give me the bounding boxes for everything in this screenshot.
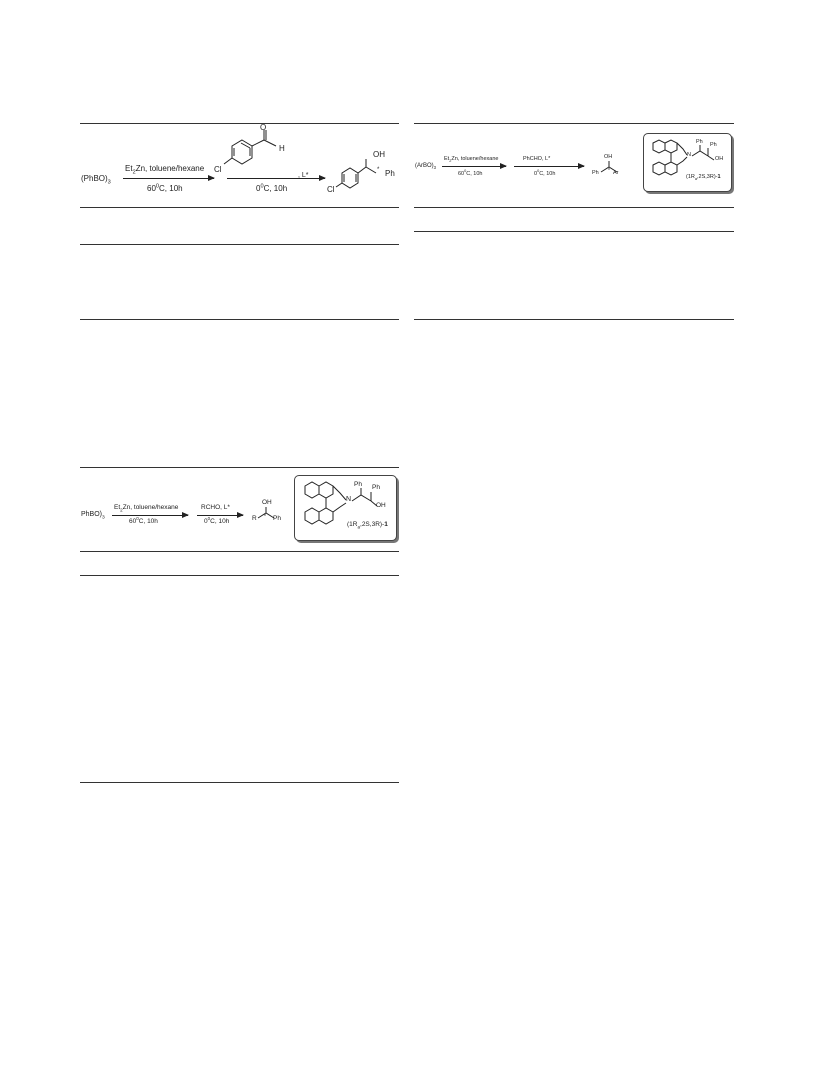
scheme2-product-ph: Ph bbox=[592, 170, 599, 176]
table3-subheader-rule bbox=[80, 575, 399, 576]
table1-header-rule bbox=[80, 207, 399, 208]
scheme1-step1-top-b: Zn, toluene/hexane bbox=[135, 164, 205, 173]
scheme2-ligand-n: N bbox=[687, 152, 691, 158]
table3-top-rule bbox=[80, 467, 399, 468]
scheme2-arrow-1 bbox=[442, 166, 506, 167]
scheme1-step1-bottom-a: 60 bbox=[147, 184, 156, 193]
scheme2-ligand-name-b: ,2S,3R)- bbox=[697, 174, 718, 180]
table3-bottom-rule bbox=[80, 782, 399, 783]
scheme2-ligand-ph2: Ph bbox=[710, 142, 717, 148]
scheme2-ligand-ring-3 bbox=[653, 162, 665, 175]
scheme2-reagent-text: (ArBO) bbox=[415, 163, 434, 169]
scheme3-reagent-text: PhBO) bbox=[81, 511, 103, 518]
scheme2-step1-top-b: Zn, toluene/hexane bbox=[451, 156, 499, 162]
scheme3-ligand-ring-2 bbox=[319, 482, 333, 498]
scheme3-product-oh: OH bbox=[262, 499, 272, 506]
scheme1-step1-top-a: Et bbox=[125, 164, 133, 173]
scheme1-product-ph-bond bbox=[366, 167, 376, 173]
scheme3-ligand-ph2: Ph bbox=[372, 484, 380, 491]
scheme1-product-star: * bbox=[377, 167, 380, 173]
scheme3-reagent bbox=[81, 511, 105, 521]
scheme3-step1-conditions-bottom bbox=[129, 516, 158, 526]
scheme3-arrow-2 bbox=[197, 515, 243, 516]
scheme3-arrow-1 bbox=[112, 515, 188, 516]
scheme1-step2-conditions-bottom bbox=[256, 185, 287, 193]
scheme2-step2-bottom-a: 0 bbox=[534, 170, 538, 177]
scheme1-step1-conditions-top bbox=[125, 164, 205, 176]
scheme2-ligand-ring-4 bbox=[665, 162, 677, 175]
scheme1-aldehyde-ch-bond bbox=[264, 140, 276, 146]
scheme3-ligand-ch2-top bbox=[333, 486, 346, 500]
scheme3-step2-bottom-sup: 0 bbox=[207, 516, 211, 521]
scheme1-step2-bottom-b: C, 10h bbox=[263, 184, 288, 193]
scheme1-step2-bottom-a: 0 bbox=[256, 184, 261, 193]
scheme2-step2-bottom-b: C, 10h bbox=[539, 170, 556, 177]
scheme2-ligand-oh-bond bbox=[708, 156, 714, 160]
scheme3-ligand-name-num: 1 bbox=[384, 521, 388, 528]
scheme2-step1-top-sub: 2 bbox=[449, 159, 452, 164]
scheme2-ligand-ph1: Ph bbox=[696, 139, 703, 145]
scheme2-ligand-structure bbox=[645, 135, 730, 190]
scheme1-product-cl-bond bbox=[336, 183, 342, 187]
scheme1-reagent bbox=[81, 174, 111, 186]
scheme3-step1-bottom-a: 60 bbox=[129, 518, 137, 526]
scheme3-step2-bottom-b: C, 10h bbox=[210, 518, 230, 526]
scheme3-step1-top-a: Et bbox=[114, 504, 121, 511]
scheme3-step2-bottom-a: 0 bbox=[204, 518, 208, 526]
scheme3-product-ph: Ph bbox=[273, 515, 281, 522]
scheme1-product-ar-bond bbox=[358, 167, 366, 173]
scheme2-ligand-name-num: 1 bbox=[717, 174, 721, 180]
table1-subheader-rule bbox=[80, 244, 399, 245]
scheme3-product-star: * bbox=[264, 514, 266, 520]
scheme3-ligand-name-sub: a bbox=[357, 524, 361, 530]
scheme3-step1-bottom-sup: 0 bbox=[136, 516, 139, 521]
scheme2-product-ar: Ar bbox=[613, 170, 619, 176]
scheme1-arrow-2 bbox=[227, 178, 325, 179]
scheme2-step1-bottom-sup: 0 bbox=[464, 169, 467, 173]
scheme1-step1-conditions-bottom bbox=[147, 185, 183, 193]
table1-bottom-rule bbox=[80, 319, 399, 320]
scheme2-ligand-ring-2 bbox=[665, 140, 677, 153]
scheme2-ligand-ch2-bottom bbox=[677, 157, 687, 165]
scheme3-ligand-ring-3 bbox=[305, 508, 319, 524]
scheme1-aldehyde-cl: Cl bbox=[214, 165, 222, 174]
scheme3-ligand-name-a: (1R bbox=[347, 521, 358, 528]
scheme1-reagent-text: (PhBO) bbox=[81, 174, 108, 183]
scheme3-ligand-n: N bbox=[346, 496, 352, 503]
scheme1-aldehyde-structure bbox=[222, 132, 292, 182]
scheme2-ligand-chain bbox=[692, 151, 708, 156]
scheme1-aldehyde-c-bond bbox=[252, 140, 264, 146]
table2-header-rule bbox=[414, 207, 734, 208]
table2-bottom-rule bbox=[414, 319, 734, 320]
scheme2-step1-conditions-bottom bbox=[458, 171, 482, 177]
scheme3-ligand-ring-1 bbox=[305, 482, 319, 498]
scheme1-aldehyde-o: O bbox=[260, 123, 267, 132]
table2-subheader-rule bbox=[414, 231, 734, 232]
scheme1-step1-top-sub: 2 bbox=[132, 169, 136, 176]
scheme2-reagent-sub: 3 bbox=[433, 165, 437, 171]
scheme3-ligand-ph1: Ph bbox=[354, 481, 362, 488]
scheme2-step2-bottom-sup: 0 bbox=[537, 169, 540, 173]
scheme2-step2-top: PhCHO, L* bbox=[523, 156, 551, 162]
scheme2-step1-top-a: Et bbox=[444, 156, 450, 162]
scheme3-step1-top-b: Zn, toluene/hexane bbox=[122, 504, 179, 511]
scheme1-reagent-sub: 3 bbox=[107, 179, 111, 186]
scheme3-product-bonds bbox=[258, 513, 274, 518]
scheme3-step1-top-sub: 2 bbox=[120, 507, 123, 513]
scheme2-ligand-ch2-top bbox=[677, 143, 687, 155]
scheme3-reagent-sub: 3 bbox=[102, 515, 105, 521]
table2-top-rule bbox=[414, 123, 734, 124]
scheme2-reagent bbox=[415, 163, 436, 169]
scheme3-ligand-chain bbox=[352, 495, 371, 501]
scheme2-step1-conditions-top bbox=[444, 157, 498, 163]
scheme2-step2-conditions-bottom bbox=[534, 171, 555, 177]
scheme2-ligand-name-sub: a bbox=[694, 177, 698, 182]
scheme3-ligand-name bbox=[347, 522, 388, 529]
scheme3-ligand-ring-4 bbox=[319, 508, 333, 524]
scheme1-step2-bottom-sup: 0 bbox=[260, 183, 264, 190]
scheme2-arrow-2 bbox=[514, 166, 584, 167]
scheme3-step1-bottom-b: C, 10h bbox=[138, 518, 158, 526]
scheme3-product-r: R bbox=[252, 515, 257, 522]
scheme1-product-ph: Ph bbox=[385, 169, 395, 178]
scheme1-product-oh: OH bbox=[373, 150, 385, 159]
scheme1-step1-bottom-b: C, 10h bbox=[159, 184, 183, 193]
scheme1-step1-bottom-sup: 0 bbox=[155, 183, 160, 190]
scheme3-step2-top: RCHO, L* bbox=[201, 504, 230, 511]
scheme2-ligand-name-a: (1R bbox=[686, 174, 695, 180]
scheme2-product-star: * bbox=[608, 168, 610, 174]
scheme2-step1-bottom-a: 60 bbox=[458, 170, 465, 177]
scheme3-step1-conditions-top bbox=[114, 505, 178, 512]
scheme2-ligand-oh: OH bbox=[715, 156, 724, 162]
scheme2-step1-bottom-b: C, 10h bbox=[466, 170, 483, 177]
scheme3-step2-conditions-bottom bbox=[204, 516, 230, 526]
table3-header-rule bbox=[80, 551, 399, 552]
scheme1-ligand-tag: , L* bbox=[298, 172, 309, 179]
table1-top-rule bbox=[80, 123, 399, 124]
scheme2-ligand-ring-1 bbox=[653, 140, 665, 153]
scheme3-ligand-oh: OH bbox=[376, 502, 386, 509]
scheme3-ligand-ch2-bottom bbox=[333, 503, 346, 512]
scheme2-product-oh: OH bbox=[604, 154, 613, 160]
scheme3-ligand-name-b: ,2S,3R)- bbox=[360, 521, 385, 528]
scheme1-aldehyde-h: H bbox=[279, 144, 285, 153]
scheme2-ligand-name bbox=[686, 175, 721, 181]
scheme1-aldehyde-cl-bond bbox=[224, 158, 232, 164]
scheme1-product-cl: Cl bbox=[327, 185, 335, 194]
scheme1-arrow-1 bbox=[123, 178, 214, 179]
